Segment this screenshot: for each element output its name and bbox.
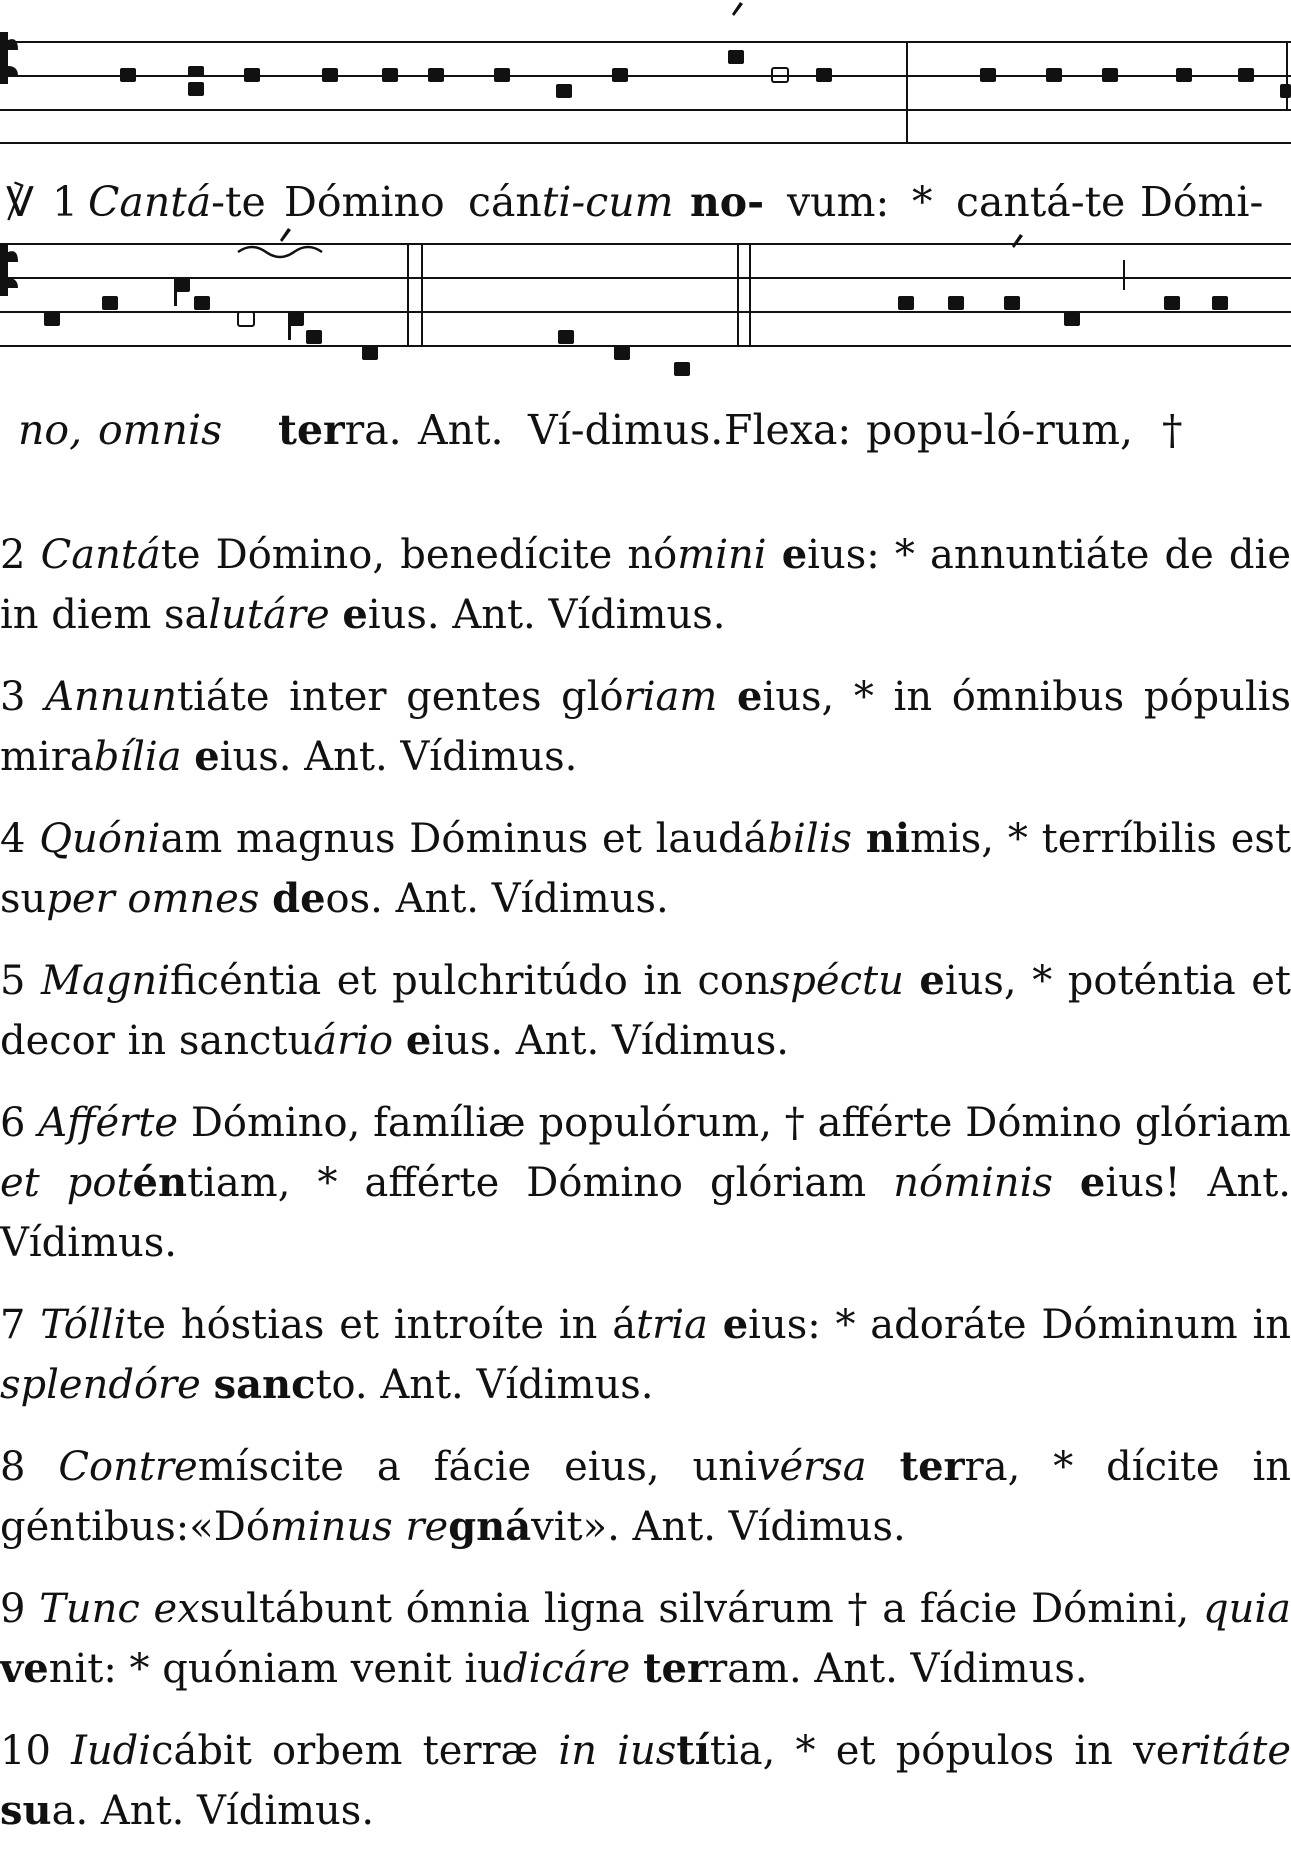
text-run (630, 1646, 643, 1692)
text-run (1053, 1160, 1080, 1206)
text-run: cán (468, 178, 542, 226)
syllable (1162, 402, 1183, 458)
text-run: popu-ló-rum, (866, 406, 1134, 454)
text-run (717, 674, 737, 720)
italic-run: tria (636, 1302, 708, 1348)
accent-run: de (272, 875, 326, 922)
text-run: Flexa: (724, 406, 852, 454)
accent-run: e (737, 673, 763, 720)
staff-2 (0, 220, 1291, 380)
italic-run: vérsa (756, 1444, 867, 1490)
italic-run: Afférte (38, 1100, 179, 1146)
syllable (724, 402, 851, 458)
accent-run: tí (676, 1727, 710, 1774)
text-run: te Dómino, benedícite nó (160, 532, 678, 578)
italic-run: ritáte (1179, 1728, 1291, 1774)
ictus-icon (732, 2, 743, 16)
text-run: 7 (0, 1302, 41, 1348)
text-run (867, 1444, 900, 1490)
italic-run: mini (677, 532, 767, 578)
text-run: tia, * et pópulos in ve (709, 1728, 1180, 1774)
neumes-1 (120, 50, 1291, 98)
verse (0, 1721, 1291, 1841)
italic-run: minus re (269, 1504, 449, 1550)
text-run: a. Ant. Vídimus. (51, 1788, 375, 1834)
text-run: Dómi- (1140, 178, 1264, 226)
italic-run: Cantá (40, 532, 161, 578)
text-run: te hóstias et introíte in á (126, 1302, 637, 1348)
italic-run: bilis (767, 816, 852, 862)
accent-run: su (0, 1787, 52, 1834)
italic-run: Magni (41, 958, 170, 1004)
text-run: ius, * in ómnibus pópulis mira (0, 674, 1291, 780)
italic-run: Annun (45, 674, 178, 720)
ictus-icon (1012, 234, 1023, 248)
text-run: 3 (0, 674, 46, 720)
text-run: ra, * dícite in géntibus:«Dó (0, 1444, 1291, 1550)
verse (0, 525, 1291, 645)
text-run: † (1162, 406, 1183, 454)
neumes-2 (44, 278, 1228, 376)
text-run: nit: * quóniam venit iu (48, 1646, 503, 1692)
accent-run: e (405, 1017, 432, 1064)
text-run: 4 (0, 816, 40, 862)
text-run: ram. Ant. Vídimus. (708, 1646, 1088, 1692)
text-run: 1 (52, 178, 79, 226)
verse (0, 667, 1291, 787)
syllable (18, 402, 82, 458)
text-run (767, 532, 782, 578)
italic-run: bília (93, 734, 182, 780)
text-run (852, 816, 866, 862)
text-run: Dómino, famíliæ populórum, † afférte Dómino glóriam (178, 1100, 1291, 1146)
italic-run: quia (1202, 1586, 1291, 1632)
syllable (98, 402, 222, 458)
text-run: 8 (0, 1444, 59, 1490)
text-run (904, 958, 920, 1004)
text-run: vit». Ant. Vídimus. (531, 1504, 906, 1550)
text-run: ℣ (6, 178, 35, 226)
italic-run: riam (623, 674, 718, 720)
text-run: to. Ant. Vídimus. (315, 1362, 654, 1408)
text-run: ius: * adoráte Dóminum in (748, 1302, 1291, 1348)
accent-run: ter (278, 406, 345, 454)
accent-run: ni (865, 815, 911, 862)
text-run: ficéntia et pulchritúdo in con (169, 958, 770, 1004)
text-run: 2 (0, 532, 41, 578)
verse (0, 809, 1291, 929)
text-run (259, 876, 272, 922)
italic-run: lutáre (208, 592, 330, 638)
psalm-verses (0, 525, 1291, 1863)
italic-run: spéctu (769, 958, 904, 1004)
text-run (708, 1302, 723, 1348)
italic-run: in ius (558, 1728, 677, 1774)
accent-run: e (919, 957, 945, 1004)
text-run (330, 592, 343, 638)
text-run: Ví-dimus. (528, 406, 724, 454)
staff-1 (0, 0, 1291, 150)
staff-1-notation (0, 0, 1291, 150)
syllable (418, 402, 504, 458)
text-run: vum: (787, 178, 890, 226)
text-run (182, 734, 195, 780)
text-run (393, 1018, 406, 1064)
text-run: ius. Ant. Vídimus. (219, 734, 578, 780)
text-run: tiam, * afférte Dómino glóriam (187, 1160, 894, 1206)
italic-run: dicáre (502, 1646, 631, 1692)
text-run: míscite a fácie eius, uni (197, 1444, 757, 1490)
accent-run: ve (0, 1645, 49, 1692)
accent-run: e (781, 531, 808, 578)
text-run: sultábunt ómnia ligna silvárum † a fácie Dómini, (199, 1586, 1203, 1632)
italic-run: nóminis (893, 1160, 1053, 1206)
italic-run: Tunc ex (39, 1586, 200, 1632)
italic-run: ário (313, 1018, 394, 1064)
italic-run: et pot (0, 1160, 133, 1206)
text-run: am magnus Dóminus et laudá (160, 816, 768, 862)
text-run: os. Ant. Vídimus. (325, 876, 669, 922)
text-run: mis, * terríbilis est su (0, 816, 1291, 922)
syllable (278, 402, 402, 458)
accent-run: én (132, 1159, 188, 1206)
accent-run: e (194, 733, 220, 780)
italic-run: Cantá (88, 178, 212, 226)
italic-run: no, (18, 406, 83, 454)
syllable (528, 402, 723, 458)
text-run: 5 (0, 958, 42, 1004)
ictus-icon (280, 228, 291, 242)
text-run: tiáte inter gentes gló (177, 674, 624, 720)
italic-run: Tólli (40, 1302, 127, 1348)
episema-icon (238, 247, 322, 257)
c-clef-icon (0, 244, 18, 296)
text-run: * (912, 178, 933, 226)
text-run: Dómino (284, 178, 445, 226)
verse (0, 951, 1291, 1071)
verse (0, 1579, 1291, 1699)
text-run: 6 (0, 1100, 39, 1146)
text-run: ra. (344, 406, 402, 454)
text-run: cábit orbem terræ (151, 1728, 559, 1774)
italic-run: omnis (98, 406, 223, 454)
accent-run: e (342, 591, 368, 638)
italic-run: Contre (58, 1444, 198, 1490)
italic-run: Quóni (39, 816, 161, 862)
text-run: -te (211, 178, 266, 226)
italic-run: splendóre (0, 1362, 201, 1408)
verse (0, 1437, 1291, 1557)
text-run: ius! Ant. Vídimus. (0, 1160, 1291, 1266)
text-run: 9 (0, 1586, 40, 1632)
text-run: 10 (0, 1728, 72, 1774)
text-run: ius. Ant. Vídimus. (431, 1018, 789, 1064)
accent-run: e (722, 1301, 749, 1348)
accent-run: sanc (213, 1361, 316, 1408)
accent-run: no- (690, 178, 765, 226)
accent-run: ter (643, 1645, 709, 1692)
text-run: ius. Ant. Vídimus. (367, 592, 726, 638)
staff-2-notation (0, 220, 1291, 380)
accent-run: e (1079, 1159, 1106, 1206)
syllable (866, 402, 1133, 458)
lyrics-line-2 (0, 402, 1291, 458)
text-run: cantá-te (956, 178, 1126, 226)
italic-run: ti-cum (541, 178, 674, 226)
verse (0, 1093, 1291, 1273)
text-run: Ant. (418, 406, 504, 454)
verse (0, 1295, 1291, 1415)
italic-run: per omnes (46, 876, 260, 922)
text-run: ius, * poténtia et decor in sanctu (0, 958, 1291, 1064)
italic-run: Iudi (71, 1728, 152, 1774)
text-run: ius: * annuntiáte de die in diem sa (0, 532, 1291, 638)
text-run (201, 1362, 214, 1408)
accent-run: ter (899, 1443, 965, 1490)
accent-run: gná (448, 1503, 532, 1550)
